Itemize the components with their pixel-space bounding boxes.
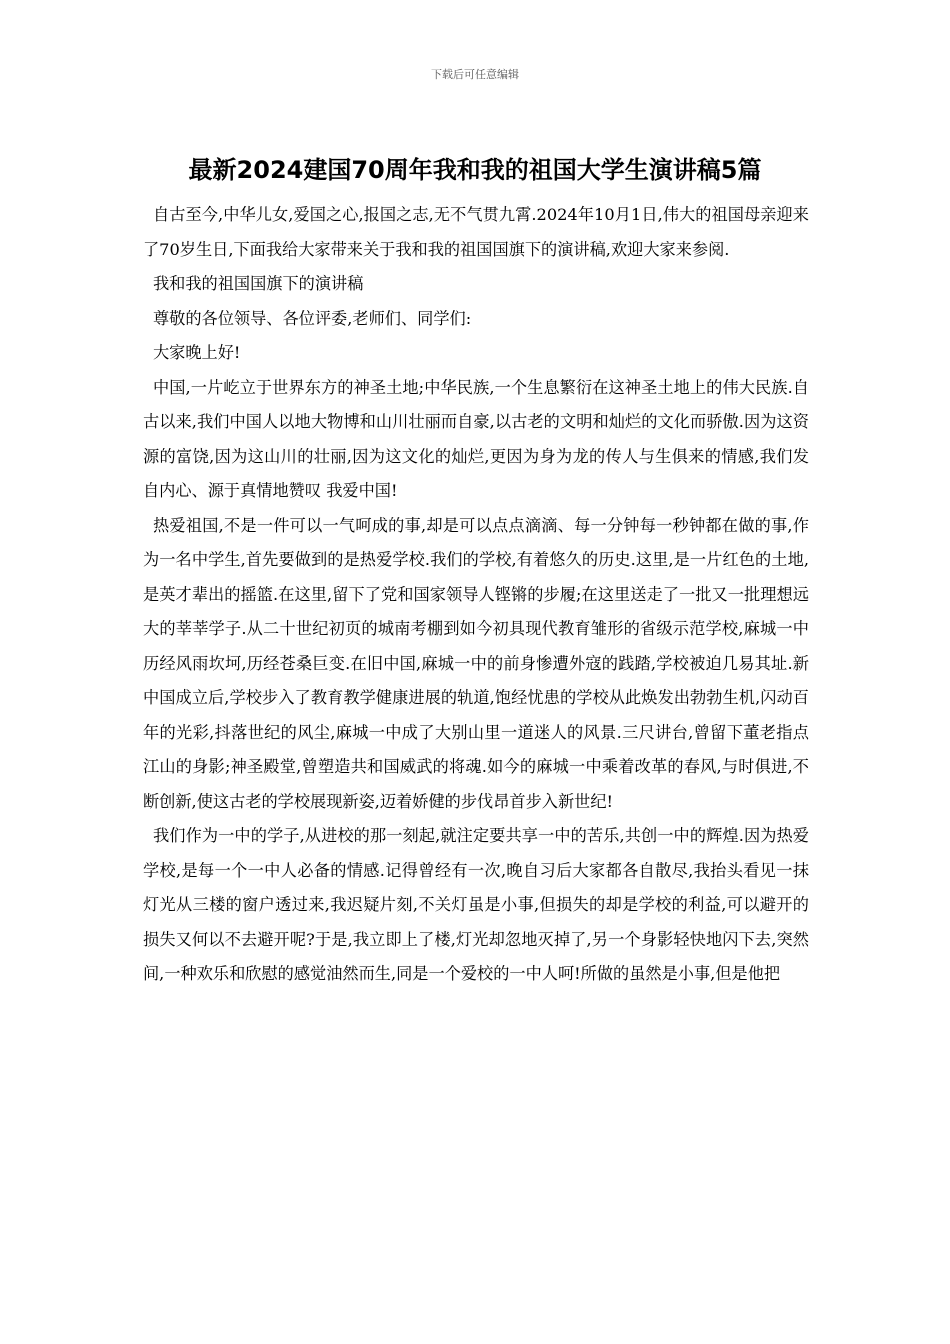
paragraph-salutation: 尊敬的各位领导、各位评委,老师们、同学们: — [153, 308, 472, 328]
paragraph-students: 我们作为一中的学子,从进校的那一刻起,就注定要共享一中的苦乐,共创一中的辉煌.因为热爱学校,是每一个一中人必备的情感.记得曾经有一次,晚自习后大家都各自散尽,我抬头看见一抹灯光从三楼的窗户透过来,我迟疑片刻,不关灯虽是小事,但损失的却是学校的利益,可以避开的损失又何以不去避开呢?于是,我立即上了楼,灯光却忽地灭掉了,另一个身影轻快地闪下去,突然间,一种欢乐和欣慰的感觉油然而生,同是一个爱校的一中人呵!所做的虽然是小事,但是他把 — [143, 826, 809, 983]
paragraph-china: 中国,一片屹立于世界东方的神圣土地;中华民族,一个生息繁衍在这神圣土地上的伟大民族.自古以来,我们中国人以地大物博和山川壮丽而自豪,以古老的文明和灿烂的文化而骄傲.因为这资源的富饶,因为这山川的壮丽,因为这文化的灿烂,更因为身为龙的传人与生俱来的情感,我们发自内心、源于真情地赞叹 我爱中国! — [143, 377, 809, 500]
paragraph-school: 热爱祖国,不是一件可以一气呵成的事,却是可以点点滴滴、每一分钟每一秒钟都在做的事,作为一名中学生,首先要做到的是热爱学校.我们的学校,有着悠久的历史.这里,是一片红色的土地,是英才辈出的摇篮.在这里,留下了党和国家领导人铿锵的步履;在这里送走了一批又一批理想远大的莘莘学子.从二十世纪初页的城南考棚到如今初具现代教育雏形的省级示范学校,麻城一中历经风雨坎坷,历经苍桑巨变.在旧中国,麻城一中的前身惨遭外寇的践踏,学校被迫几易其址.新中国成立后,学校步入了教育教学健康进展的轨道,饱经忧患的学校从此焕发出勃勃生机,闪动百年的光彩,抖落世纪的风尘,麻城一中成了大别山里一道迷人的风景.三尺讲台,曾留下董老指点江山的身影;神圣殿堂,曾塑造共和国威武的将魂.如今的麻城一中乘着改革的春风,与时俱进,不断创新,使这古老的学校展现新姿,迈着娇健的步伐昂首步入新世纪! — [143, 515, 809, 811]
paragraph-subtitle: 我和我的祖国国旗下的演讲稿 — [153, 274, 364, 293]
document-body — [143, 198, 809, 992]
document-title: 最新2024建国70周年我和我的祖国大学生演讲稿5篇 — [188, 156, 762, 184]
paragraph-greeting: 大家晚上好! — [153, 343, 241, 362]
header-note: 下载后可任意编辑 — [431, 68, 519, 81]
paragraph-intro: 自古至今,中华儿女,爱国之心,报国之志,无不气贯九霄.2024年10月1日,伟大的祖国母亲迎来了70岁生日,下面我给大家带来关于我和我的祖国国旗下的演讲稿,欢迎大家来参阅. — [143, 205, 809, 259]
